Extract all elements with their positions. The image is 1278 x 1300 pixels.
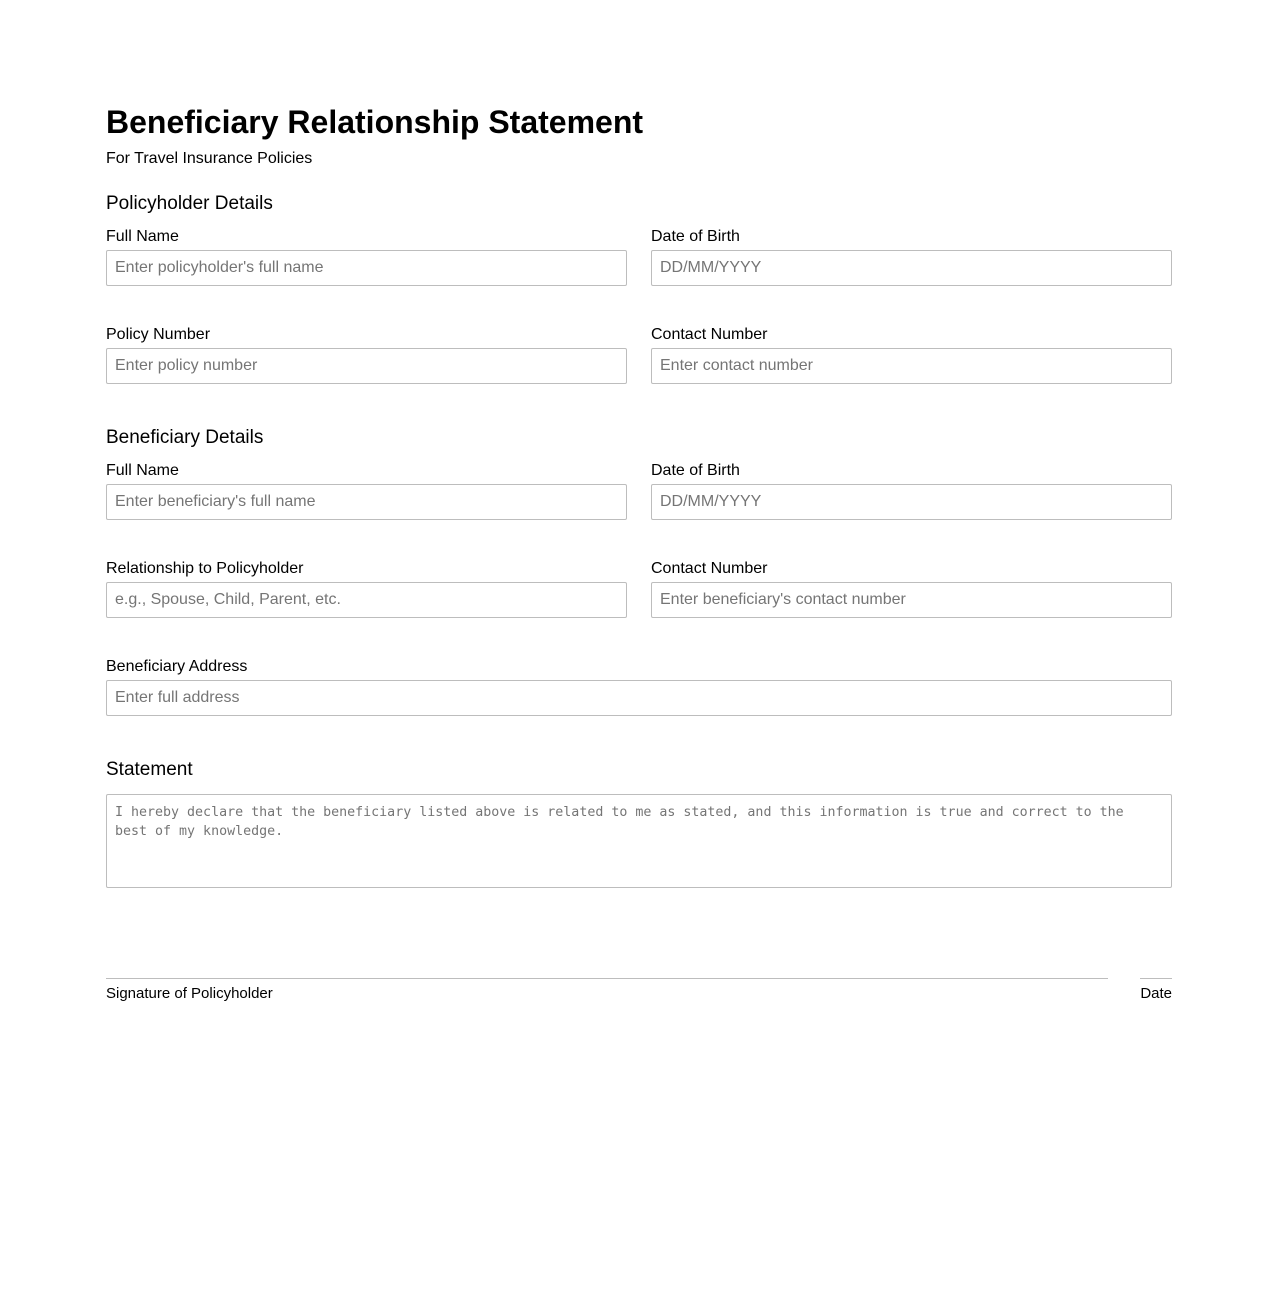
- policyholder-name-label: Full Name: [106, 228, 179, 245]
- page-title: Beneficiary Relationship Statement: [106, 104, 644, 140]
- policyholder-dob-label: Date of Birth: [651, 228, 740, 245]
- page-subtitle: For Travel Insurance Policies: [106, 150, 313, 167]
- policyholder-heading: Policyholder Details: [106, 193, 273, 214]
- signature-line: [106, 978, 1108, 979]
- address-label: Beneficiary Address: [106, 658, 248, 675]
- statement-textarea[interactable]: [106, 794, 1172, 888]
- beneficiary-contact-label: Contact Number: [651, 560, 768, 577]
- relationship-label: Relationship to Policyholder: [106, 560, 304, 577]
- date-line: [1140, 978, 1172, 979]
- policy-number-input[interactable]: [106, 348, 627, 384]
- beneficiary-name-input[interactable]: [106, 484, 627, 520]
- beneficiary-contact-input[interactable]: [651, 582, 1172, 618]
- beneficiary-heading: Beneficiary Details: [106, 427, 264, 448]
- date-label: Date: [1140, 985, 1172, 1002]
- signature-label: Signature of Policyholder: [106, 985, 273, 1002]
- beneficiary-name-label: Full Name: [106, 462, 179, 479]
- policyholder-contact-input[interactable]: [651, 348, 1172, 384]
- policyholder-name-input[interactable]: [106, 250, 627, 286]
- relationship-input[interactable]: [106, 582, 627, 618]
- policyholder-contact-label: Contact Number: [651, 326, 768, 343]
- policyholder-dob-input[interactable]: [651, 250, 1172, 286]
- address-input[interactable]: [106, 680, 1172, 716]
- statement-heading: Statement: [106, 759, 193, 780]
- beneficiary-dob-label: Date of Birth: [651, 462, 740, 479]
- policy-number-label: Policy Number: [106, 326, 211, 343]
- beneficiary-dob-input[interactable]: [651, 484, 1172, 520]
